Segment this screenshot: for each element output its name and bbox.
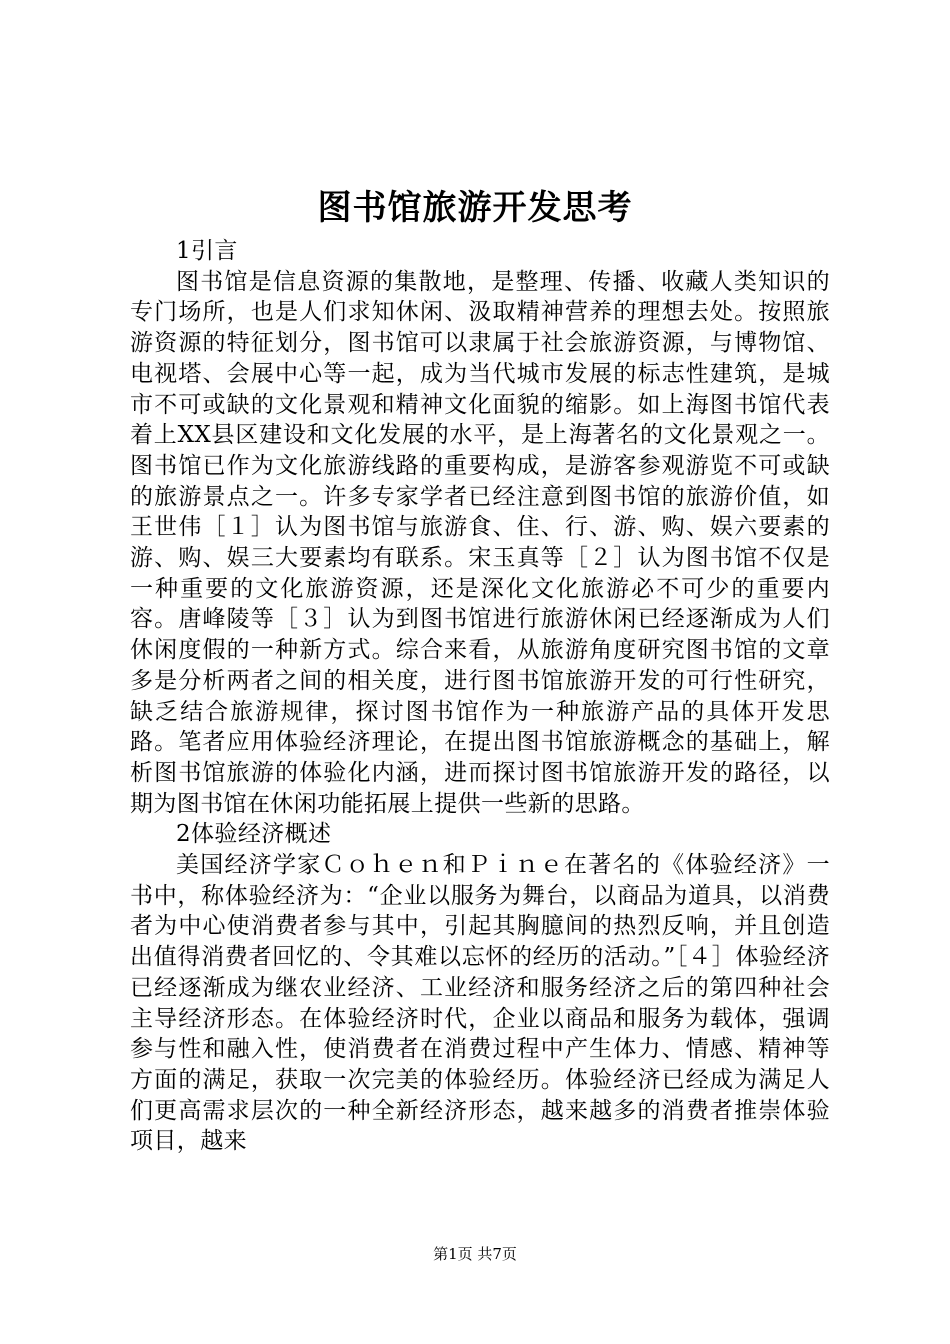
document-body: [130, 236, 830, 1157]
section-paragraph-experience-economy: 美国经济学家Ｃｏｈｅｎ和Ｐｉｎｅ在著名的《体验经济》一书中，称体验经济为：“企业以服务为舞台，以商品为道具，以消费者为中心使消费者参与其中，引起其胸臆间的热烈反响，并且创造出值得消费者回忆的、令其难以忘怀的经历的活动。”［４］体验经济已经逐渐成为继农业经济、工业经济和服务经济之后的第四种社会主导经济形态。在体验经济时代，企业以商品和服务为载体，强调参与性和融入性，使消费者在消费过程中产生体力、情感、精神等方面的满足，获取一次完美的体验经历。体验经济已经成为满足人们更高需求层次的一种全新经济形态，越来越多的消费者推崇体验项目，越来: [130, 852, 830, 1155]
section-paragraph-introduction: 图书馆是信息资源的集散地，是整理、传播、收藏人类知识的专门场所，也是人们求知休闲、汲取精神营养的理想去处。按照旅游资源的特征划分，图书馆可以隶属于社会旅游资源，与博物馆、电视塔、会展中心等一起，成为当代城市发展的标志性建筑，是城市不可或缺的文化景观和精神文化面貌的缩影。如上海图书馆代表着上XX县区建设和文化发展的水平，是上海著名的文化景观之一。图书馆已作为文化旅游线路的重要构成，是游客参观游览不可或缺的旅游景点之一。许多专家学者已经注意到图书馆的旅游价值，如王世伟［１］认为图书馆与旅游食、住、行、游、购、娱六要素的游、购、娱三大要素均有联系。宋玉真等［２］认为图书馆不仅是一种重要的文化旅游资源，还是深化文化旅游必不可少的重要内容。唐峰陵等［３］认为到图书馆进行旅游休闲已经逐渐成为人们休闲度假的一种新方式。综合来看，从旅游角度研究图书馆的文章多是分析两者之间的相关度，进行图书馆旅游开发的可行性研究，缺乏结合旅游规律，探讨图书馆作为一种旅游产品的具体开发思路。笔者应用体验经济理论，在提出图书馆旅游概念的基础上，解析图书馆旅游的体验化内涵，进而探讨图书馆旅游开发的路径，以期为图书馆在休闲功能拓展上提供一些新的思路。: [130, 268, 830, 817]
section-heading-introduction: 1引言: [176, 238, 238, 264]
section-heading-experience-economy: 2体验经济概述: [176, 821, 332, 848]
page-number-footer: 第1页 共7页: [433, 1245, 517, 1263]
document-title: 图书馆旅游开发思考: [317, 188, 633, 228]
